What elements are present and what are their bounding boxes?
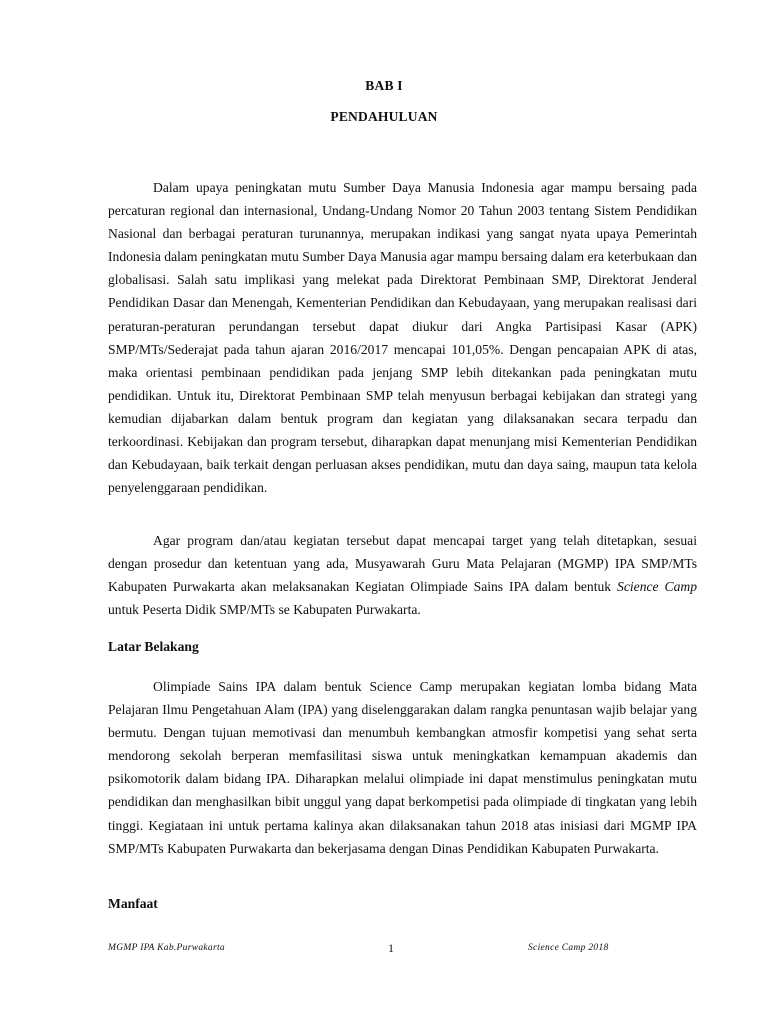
intro-paragraph: Dalam upaya peningkatan mutu Sumber Daya Manusia Indonesia agar mampu bersaing pada percaturan regional dan internasional, Undang-Undang Nomor 20 Tahun 2003 tentang Sistem Pendidikan Nasional dan berbagai peraturan turunannya, merupakan indikasi yang sangat nyata upaya Pemerintah Indonesia dalam peningkatan mutu Sumber Daya Manusia agar mampu bersaing dalam era keterbukaan dan globalisasi. Salah satu implikasi yang melekat pada Direktorat Pembinaan SMP, Direktorat Jenderal Pendidikan Dasar dan Menengah, Kementerian Pendidikan dan Kebudayaan, yang merupakan realisasi dari peraturan-peraturan perundangan tersebut dapat diukur dari Angka Partisipasi Kasar (APK) SMP/MTs/Sederajat pada tahun ajaran 2016/2017 mencapai 101,05%. Dengan pencapaian APK di atas, maka orientasi pembinaan pendidikan pada jenjang SMP lebih ditekankan pada peningkatan mutu pendidikan. Untuk itu, Direktorat Pembinaan SMP telah menyusun berbagai kebijakan dan strategi yang kemudian dijabarkan dalam bentuk program dan kegiatan yang dilaksanakan secara terpadu dan terkoordinasi. Kebijakan dan program tersebut, diharapkan dapat menunjang misi Kementerian Pendidikan dan Kebudayaan, baik terkait dengan perluasan akses pendidikan, mutu dan daya saing, maupun tata kelola penyelenggaraan pendidikan. [108,180,697,496]
page-footer [108,942,622,958]
chapter-number: BAB I [365,78,403,93]
chapter-title: PENDAHULUAN [330,109,438,124]
program-paragraph-text-b: untuk Peserta Didik SMP/MTs se Kabupaten Purwakarta. [108,602,421,618]
science-camp-emphasis: Science Camp [617,579,697,595]
page-number: 1 [388,941,394,955]
footer-organization: MGMP IPA Kab.Purwakarta [108,943,225,953]
program-paragraph-text-a: Agar program dan/atau kegiatan tersebut dapat mencapai target yang telah ditetapkan, sesuai dengan prosedur dan ketentuan yang ada, Musyawarah Guru Mata Pelajaran (MGMP) IPA SMP/MTs Kabupaten Purwakarta akan melaksanakan Kegiatan Olimpiade Sains IPA dalam bentuk [108,533,697,595]
section-heading-background: Latar Belakang [108,639,199,654]
background-paragraph: Olimpiade Sains IPA dalam bentuk Science Camp merupakan kegiatan lomba bidang Mata Pelajaran Ilmu Pengetahuan Alam (IPA) yang diselenggarakan dalam rangka penuntasan wajib belajar yang bermutu. Dengan tujuan memotivasi dan menumbuh kembangkan atmosfir kompetisi yang sehat serta mendorong sekolah berperan memfasilitasi siswa untuk meningkatkan kemampuan akademis dan psikomotorik dalam bidang IPA. Diharapkan melalui olimpiade ini dapat menstimulus peningkatan mutu pendidikan dan menghasilkan bibit unggul yang dapat berkompetisi pada olimpiade di tingkatan yang lebih tinggi. Kegiataan ini untuk pertama kalinya akan dilaksanakan tahun 2018 atas inisiasi dari MGMP IPA SMP/MTs Kabupaten Purwakarta dan bekerjasama dengan Dinas Pendidikan Kabupaten Purwakarta. [108,679,697,856]
program-paragraph [108,529,697,621]
section-heading-benefit: Manfaat [108,896,158,911]
footer-event: Science Camp 2018 [528,943,609,953]
